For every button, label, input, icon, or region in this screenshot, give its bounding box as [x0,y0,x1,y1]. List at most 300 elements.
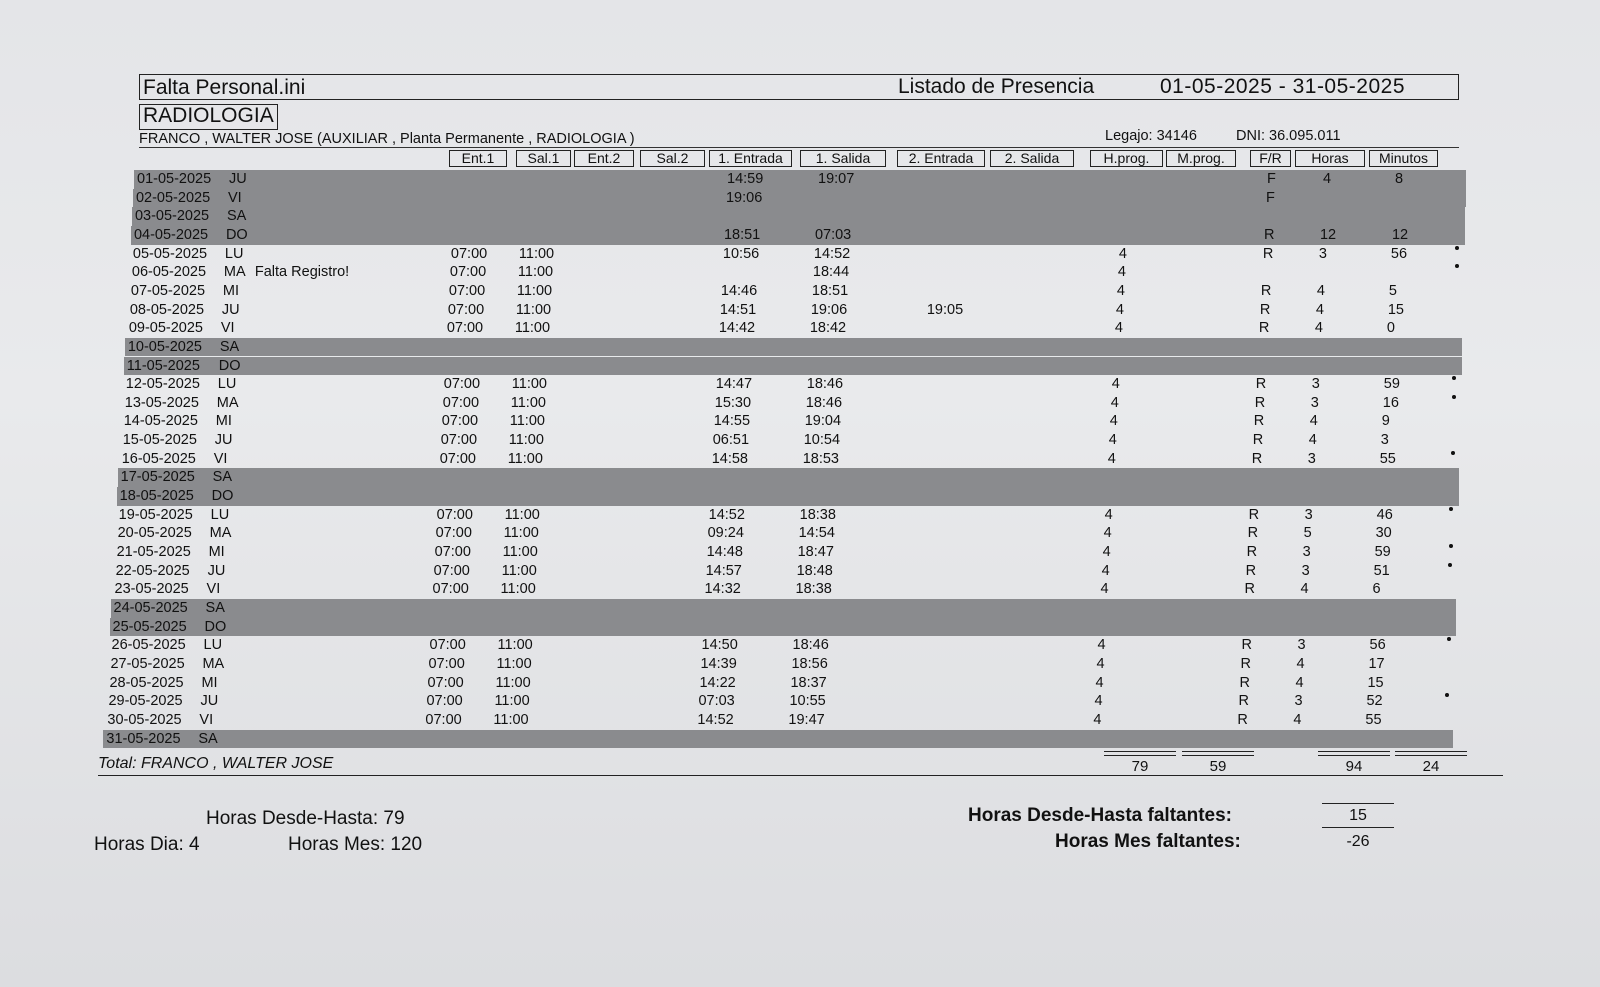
row-sal1: 11:00 [495,674,531,691]
row-hprog: 4 [1102,544,1111,560]
column-header: F/R [1250,150,1291,167]
column-header: 2. Salida [990,150,1074,167]
row-date: 05-05-2025 [132,245,208,262]
row-fr: R [1244,581,1256,598]
row-sal1: 11:00 [507,450,543,467]
row-mark [1449,507,1453,511]
row-minutos: 56 [1369,637,1386,654]
row-horas: 3 [1310,394,1319,411]
row-ent1: 07:00 [429,637,466,654]
total-hprog: 79 [1131,758,1149,775]
row-salida-1: 18:42 [809,320,847,337]
table-row [115,580,1460,599]
row-fr: R [1259,301,1271,318]
row-entrada-1: 18:51 [723,226,761,243]
row-sal1: 11:00 [493,711,529,728]
row-mark [1455,246,1459,250]
row-date: 30-05-2025 [107,711,182,728]
row-horas: 4 [1308,432,1317,449]
row-salida-1: 18:48 [796,562,833,579]
row-date: 12-05-2025 [125,376,200,393]
total-divider [98,775,1503,776]
row-mark [1449,544,1453,548]
row-sal1: 11:00 [514,320,551,337]
row-salida-1: 18:51 [811,282,849,299]
column-header: H.prog. [1090,150,1163,167]
row-day: VI [220,320,235,337]
date-range: 01-05-2025 - 31-05-2025 [1160,75,1406,98]
row-hprog: 4 [1093,711,1102,728]
row-ent1: 07:00 [441,413,479,430]
table-row [126,375,1465,394]
row-entrada-1: 14:59 [727,171,764,187]
row-salida-1: 10:55 [789,693,826,710]
row-hprog: 4 [1117,264,1126,281]
row-date: 18-05-2025 [119,488,194,505]
row-ent1: 07:00 [448,282,486,299]
row-minutos: 51 [1373,562,1390,579]
row-salida-1: 14:54 [798,525,835,542]
row-sal1: 11:00 [516,282,553,299]
row-date: 04-05-2025 [133,226,209,243]
row-date: 19-05-2025 [118,506,193,523]
row-entrada-1: 14:32 [704,581,741,598]
table-row [110,618,1456,637]
report-title: Listado de Presencia [898,75,1095,98]
sum-bar [1318,751,1390,752]
row-minutos: 46 [1376,506,1393,523]
row-mark [1452,395,1456,399]
row-salida-1: 18:46 [806,376,844,393]
table-row [125,394,1464,413]
table-row [108,692,1457,711]
row-sal1: 11:00 [508,432,544,449]
row-salida-1: 18:46 [805,394,843,411]
underline [1322,803,1394,804]
table-row [132,207,1465,226]
divider [139,147,1459,148]
sum-bar [1104,755,1176,756]
row-date: 13-05-2025 [124,394,199,411]
row-fr: R [1248,506,1260,523]
row-minutos: 15 [1367,674,1384,691]
row-salida-1: 10:54 [803,432,841,449]
row-date: 31-05-2025 [106,730,181,747]
row-date: 02-05-2025 [135,189,211,206]
row-fr: R [1258,320,1270,337]
row-horas: 4 [1323,171,1332,187]
row-date: 16-05-2025 [121,450,196,467]
row-day: LU [203,637,223,654]
row-salida-1: 19:47 [788,711,825,728]
row-sal1: 11:00 [496,655,532,672]
row-ent1: 07:00 [442,394,480,411]
row-sal1: 11:00 [494,693,530,710]
row-minutos: 12 [1391,226,1409,243]
row-fr: R [1260,282,1272,299]
row-entrada-1: 10:56 [722,245,760,262]
row-fr: R [1238,693,1249,710]
column-header: Horas [1295,150,1365,167]
row-ent1: 07:00 [426,693,463,710]
row-sal1: 11:00 [515,301,552,318]
row-hprog: 4 [1109,413,1118,430]
row-hprog: 4 [1118,245,1127,262]
table-row [124,412,1464,431]
legajo: Legajo: 34146 [1105,128,1197,144]
row-date: 08-05-2025 [129,301,205,318]
row-ent1: 07:00 [425,711,462,728]
row-day: SA [205,599,225,616]
row-sal1: 11:00 [517,264,554,281]
table-row [107,711,1456,730]
table-row [112,636,1459,655]
row-sal1: 11:00 [510,394,546,411]
row-day: JU [221,301,240,318]
row-entrada-1: 14:42 [718,320,756,337]
row-minutos: 59 [1383,376,1400,393]
row-hprog: 4 [1111,376,1120,393]
row-minutos: 30 [1375,525,1392,542]
row-entrada-2: 19:05 [926,301,964,318]
row-date: 28-05-2025 [109,674,184,691]
horas-mes: Horas Mes: 120 [288,834,423,855]
row-ent1: 07:00 [450,245,488,262]
row-mark [1451,451,1455,455]
row-ent1: 07:00 [434,544,471,560]
department-title: RADIOLOGIA [139,104,278,130]
row-ent1: 07:00 [436,506,473,523]
column-header: 1. Entrada [709,150,792,167]
table-row [118,468,1460,487]
row-day: LU [210,506,230,523]
sum-bar [1104,751,1176,752]
row-day: VI [227,189,242,206]
row-salida-1: 19:06 [810,301,848,318]
row-day: JU [207,562,226,579]
row-mark [1448,563,1452,567]
row-day: DO [211,488,234,505]
row-entrada-1: 15:30 [714,394,752,411]
row-date: 06-05-2025 [131,264,207,281]
table-row [122,450,1463,469]
row-day: MA [223,264,246,281]
row-day: DO [225,226,248,243]
row-minutos: 15 [1387,301,1404,318]
row-ent1: 07:00 [432,581,469,598]
row-minutos: 3 [1380,432,1389,449]
row-fr: R [1239,674,1250,691]
row-ent1: 07:00 [433,562,470,579]
row-minutos: 0 [1386,320,1395,337]
table-row [103,730,1453,749]
faltantes-value: 15 [1349,807,1367,824]
sum-bar [1318,755,1390,756]
row-day: DO [204,618,227,635]
row-day: MI [215,413,232,430]
row-hprog: 4 [1103,525,1112,542]
row-fr: R [1237,711,1248,728]
row-horas: 3 [1304,506,1313,523]
row-day: MA [216,394,239,411]
row-date: 27-05-2025 [110,655,185,672]
row-day: SA [212,469,233,486]
row-note: Falta Registro! [254,264,350,281]
row-date: 03-05-2025 [134,208,210,225]
row-minutos: 59 [1374,544,1391,560]
column-header: Minutos [1369,150,1438,167]
sum-bar [1182,755,1254,756]
row-day: SA [219,338,240,355]
row-day: SA [198,730,218,747]
row-entrada-1: 14:22 [699,674,736,691]
row-hprog: 4 [1116,282,1125,299]
row-sal1: 11:00 [497,637,533,654]
row-sal1: 11:00 [518,245,555,262]
row-day: MI [208,544,225,560]
row-horas: 3 [1301,562,1310,579]
row-fr: R [1251,450,1263,467]
row-day: VI [206,581,221,598]
row-day: LU [217,376,237,393]
row-date: 24-05-2025 [113,599,188,616]
row-fr: F [1265,189,1275,206]
row-fr: R [1255,376,1267,393]
row-minutos: 5 [1388,282,1397,299]
faltantes-label: Horas Desde-Hasta faltantes: [968,805,1232,826]
row-fr: R [1240,655,1251,672]
row-date: 22-05-2025 [115,562,190,579]
row-entrada-1: 14:46 [720,282,758,299]
underline [1322,827,1394,828]
row-entrada-1: 14:47 [715,376,753,393]
table-row [124,357,1462,376]
row-entrada-1: 09:24 [707,525,744,542]
column-header: Sal.1 [516,150,571,167]
row-horas: 4 [1293,711,1302,728]
row-date: 29-05-2025 [108,693,183,710]
row-sal1: 11:00 [502,544,538,560]
table-row [131,282,1467,301]
row-hprog: 4 [1115,301,1124,318]
row-hprog: 4 [1100,581,1109,598]
row-day: MI [222,282,239,299]
row-salida-1: 18:53 [802,450,839,467]
row-horas: 4 [1314,320,1323,337]
row-ent1: 07:00 [447,301,485,318]
row-minutos: 6 [1372,581,1381,598]
row-ent1: 07:00 [449,264,487,281]
row-fr: R [1241,637,1252,654]
row-day: VI [213,450,228,467]
row-hprog: 4 [1107,450,1116,467]
row-fr: F [1267,171,1276,187]
row-minutos: 55 [1379,450,1396,467]
total-mprog: 59 [1209,758,1227,775]
mes-faltantes-label: Horas Mes faltantes: [1055,831,1241,852]
row-minutos: 56 [1390,245,1408,262]
table-row [125,338,1462,357]
row-date: 20-05-2025 [117,525,192,542]
table-row [133,245,1467,264]
column-header: Ent.1 [449,150,507,167]
row-fr: R [1246,544,1258,560]
row-hprog: 4 [1104,506,1113,523]
table-row [133,189,1466,208]
file-name: Falta Personal.ini [143,76,306,99]
row-sal1: 11:00 [504,506,540,523]
table-row [118,524,1461,543]
row-mark [1445,693,1449,697]
row-entrada-1: 14:57 [705,562,742,579]
row-fr: R [1252,432,1264,449]
row-minutos: 17 [1368,655,1385,672]
dni: DNI: 36.095.011 [1236,128,1341,144]
row-horas: 3 [1294,693,1303,710]
row-fr: R [1247,525,1259,542]
row-salida-1: 07:03 [814,226,852,243]
row-sal1: 11:00 [511,376,547,393]
row-fr: R [1263,226,1275,243]
column-header: 2. Entrada [897,150,985,167]
table-row [119,506,1462,525]
horas-desde-hasta: Horas Desde-Hasta: 79 [206,808,405,829]
row-horas: 3 [1302,544,1311,560]
row-date: 17-05-2025 [120,469,195,486]
row-hprog: 4 [1110,394,1119,411]
row-sal1: 11:00 [503,525,539,542]
row-mark [1452,376,1456,380]
table-row [131,226,1465,245]
row-entrada-1: 19:06 [725,189,763,206]
row-minutos: 55 [1365,711,1382,728]
sum-bar [1182,751,1254,752]
row-mark [1455,264,1459,268]
row-date: 10-05-2025 [127,338,202,355]
row-hprog: 4 [1094,693,1103,710]
row-hprog: 4 [1097,637,1106,654]
row-horas: 4 [1295,674,1304,691]
column-header: 1. Salida [800,150,886,167]
table-row [130,301,1466,320]
row-date: 01-05-2025 [137,171,212,187]
table-row [111,599,1457,618]
row-horas: 4 [1309,413,1318,430]
row-date: 26-05-2025 [111,637,186,654]
row-sal1: 11:00 [509,413,545,430]
row-ent1: 07:00 [439,450,476,467]
row-date: 25-05-2025 [112,618,187,635]
row-salida-1: 18:44 [812,264,850,281]
row-salida-1: 18:47 [797,544,834,560]
row-day: DO [218,357,241,374]
row-day: JU [214,432,233,449]
row-salida-1: 18:38 [799,506,836,523]
row-salida-1: 19:04 [804,413,842,430]
table-row [117,543,1461,562]
row-salida-1: 19:07 [818,171,855,187]
horas-dia: Horas Dia: 4 [94,834,200,855]
row-ent1: 07:00 [427,674,464,691]
row-entrada-1: 14:55 [713,413,751,430]
row-date: 09-05-2025 [128,320,203,337]
row-fr: R [1254,394,1266,411]
total-minutos: 24 [1422,758,1440,775]
row-ent1: 07:00 [446,320,484,337]
row-hprog: 4 [1108,432,1117,449]
row-date: 11-05-2025 [126,357,200,374]
row-salida-1: 18:46 [792,637,829,654]
row-fr: R [1245,562,1257,579]
row-day: MI [201,674,218,691]
table-row [110,655,1458,674]
row-horas: 4 [1316,282,1325,299]
row-horas: 3 [1297,637,1306,654]
row-minutos: 8 [1395,171,1404,187]
employee-info: FRANCO , WALTER JOSE (AUXILIAR , Planta Permanente , RADIOLOGIA ) [139,131,635,147]
row-ent1: 07:00 [435,525,472,542]
row-horas: 4 [1296,655,1305,672]
row-minutos: 52 [1366,693,1383,710]
row-salida-1: 14:52 [813,245,851,262]
total-horas: 94 [1345,758,1363,775]
row-entrada-1: 14:52 [708,506,745,523]
row-mark [1447,637,1451,641]
mes-faltantes-value: -26 [1346,833,1370,850]
row-sal1: 11:00 [501,562,537,579]
row-date: 15-05-2025 [122,432,197,449]
row-day: LU [224,245,244,262]
row-minutos: 9 [1381,413,1390,430]
row-entrada-1: 14:58 [711,450,748,467]
row-horas: 5 [1303,525,1312,542]
row-hprog: 4 [1101,562,1110,579]
row-salida-1: 18:38 [795,581,832,598]
table-row [117,487,1459,506]
row-day: JU [229,171,247,187]
row-entrada-1: 14:48 [706,544,743,560]
row-ent1: 07:00 [443,376,481,393]
row-salida-1: 18:37 [790,674,827,691]
table-row [132,263,1467,282]
row-horas: 3 [1307,450,1316,467]
row-day: SA [226,208,247,225]
row-sal1: 11:00 [500,581,536,598]
row-day: JU [200,693,219,710]
row-fr: R [1262,245,1274,262]
row-entrada-1: 06:51 [712,432,750,449]
row-salida-1: 18:56 [791,655,828,672]
row-horas: 4 [1315,301,1324,318]
row-entrada-1: 14:51 [719,301,757,318]
row-fr: R [1253,413,1265,430]
row-horas: 12 [1319,226,1337,243]
table-row [116,562,1461,581]
row-entrada-1: 07:03 [698,693,735,710]
row-day: MA [209,525,232,542]
table-row [109,674,1457,693]
row-minutos: 16 [1382,394,1399,411]
table-row [134,170,1466,189]
row-ent1: 07:00 [428,655,465,672]
sum-bar [1395,755,1467,756]
row-date: 07-05-2025 [130,282,206,299]
row-horas: 3 [1318,245,1327,262]
table-row [129,319,1466,338]
sum-bar [1395,751,1467,752]
row-ent1: 07:00 [440,432,478,449]
row-horas: 3 [1311,376,1320,393]
